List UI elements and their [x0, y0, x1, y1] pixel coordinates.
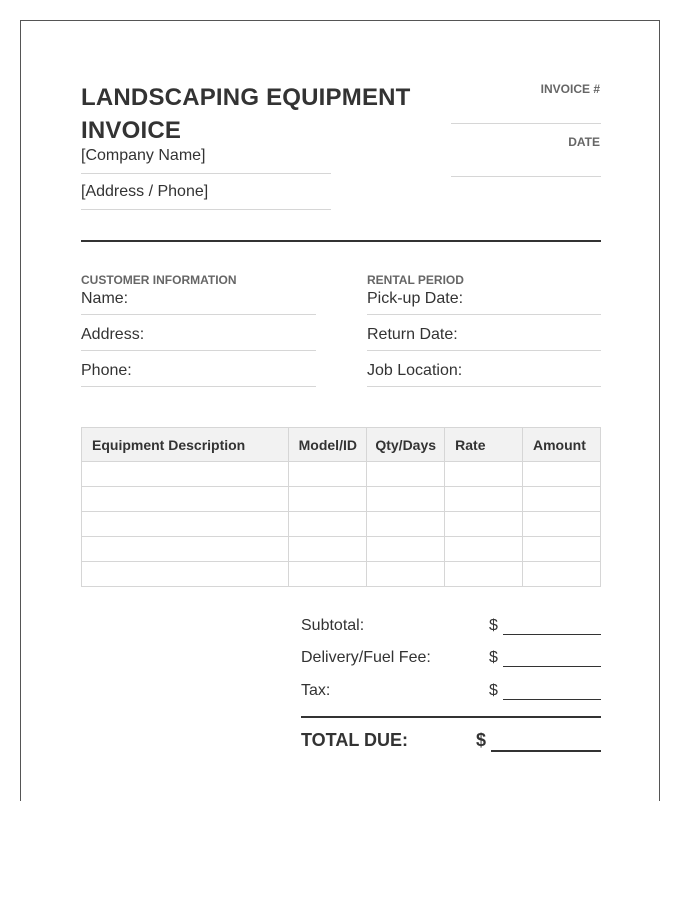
col-qty-days: Qty/Days — [367, 428, 445, 462]
table-cell[interactable] — [82, 487, 289, 512]
total-due-label: TOTAL DUE: — [301, 730, 408, 750]
address-phone-text: [Address / Phone] — [81, 183, 209, 200]
total-due-row — [301, 730, 601, 754]
invoice-number-field[interactable] — [451, 111, 601, 124]
title-line-2: INVOICE — [81, 117, 182, 144]
job-location-label: Job Location: — [367, 362, 463, 379]
total-due-field[interactable] — [491, 750, 601, 752]
table-row — [82, 462, 601, 487]
date-label: DATE — [568, 135, 600, 149]
table-cell[interactable] — [82, 512, 289, 537]
return-date-label: Return Date: — [367, 326, 458, 343]
table-cell[interactable] — [82, 537, 289, 562]
delivery-fee-currency: $ — [489, 649, 498, 666]
table-cell[interactable] — [367, 512, 445, 537]
col-rate: Rate — [445, 428, 523, 462]
col-model-id: Model/ID — [289, 428, 367, 462]
customer-info-heading: CUSTOMER INFORMATION — [81, 273, 237, 287]
header-divider — [81, 240, 601, 242]
customer-address-label: Address: — [81, 326, 145, 343]
table-row — [82, 562, 601, 587]
table-cell[interactable] — [523, 562, 601, 587]
table-cell[interactable] — [82, 562, 289, 587]
table-cell[interactable] — [289, 462, 367, 487]
rental-period-heading: RENTAL PERIOD — [367, 273, 464, 287]
customer-phone-label: Phone: — [81, 362, 132, 379]
customer-name-label: Name: — [81, 290, 129, 307]
date-field[interactable] — [451, 164, 601, 177]
table-cell[interactable] — [289, 537, 367, 562]
subtotal-row — [301, 617, 601, 639]
customer-address-field[interactable] — [81, 326, 316, 351]
table-cell[interactable] — [523, 512, 601, 537]
equipment-table — [81, 427, 601, 587]
return-date-field[interactable] — [367, 326, 601, 351]
total-due-currency: $ — [476, 730, 487, 750]
subtotal-label: Subtotal: — [301, 617, 365, 634]
tax-field[interactable] — [503, 699, 601, 700]
subtotal-field[interactable] — [503, 634, 601, 635]
company-name-text: [Company Name] — [81, 147, 206, 164]
col-amount: Amount — [523, 428, 601, 462]
table-cell[interactable] — [445, 487, 523, 512]
table-row — [82, 512, 601, 537]
total-divider — [301, 716, 601, 718]
invoice-page — [20, 20, 660, 801]
customer-phone-field[interactable] — [81, 362, 316, 387]
table-cell[interactable] — [367, 487, 445, 512]
company-name-field[interactable] — [81, 147, 331, 174]
table-cell[interactable] — [523, 537, 601, 562]
pickup-date-label: Pick-up Date: — [367, 290, 464, 307]
table-header-row — [82, 428, 601, 462]
pickup-date-field[interactable] — [367, 290, 601, 315]
col-equipment-description: Equipment Description — [82, 428, 289, 462]
table-cell[interactable] — [289, 487, 367, 512]
table-cell[interactable] — [445, 462, 523, 487]
table-row — [82, 487, 601, 512]
delivery-fee-label: Delivery/Fuel Fee: — [301, 649, 431, 666]
table-cell[interactable] — [523, 462, 601, 487]
table-cell[interactable] — [367, 537, 445, 562]
tax-row — [301, 682, 601, 704]
table-cell[interactable] — [82, 462, 289, 487]
table-row — [82, 537, 601, 562]
table-cell[interactable] — [367, 462, 445, 487]
address-phone-field[interactable] — [81, 183, 331, 210]
tax-label: Tax: — [301, 682, 331, 699]
delivery-fee-field[interactable] — [503, 666, 601, 667]
tax-currency: $ — [489, 682, 498, 699]
delivery-fee-row — [301, 649, 601, 671]
table-cell[interactable] — [289, 562, 367, 587]
table-cell[interactable] — [445, 512, 523, 537]
table-cell[interactable] — [289, 512, 367, 537]
customer-name-field[interactable] — [81, 290, 316, 315]
invoice-title — [81, 81, 441, 147]
subtotal-currency: $ — [489, 617, 498, 634]
table-cell[interactable] — [445, 537, 523, 562]
table-cell[interactable] — [367, 562, 445, 587]
table-cell[interactable] — [445, 562, 523, 587]
title-line-1: LANDSCAPING EQUIPMENT — [81, 84, 411, 111]
job-location-field[interactable] — [367, 362, 601, 387]
invoice-number-label: INVOICE # — [540, 82, 600, 96]
table-cell[interactable] — [523, 487, 601, 512]
